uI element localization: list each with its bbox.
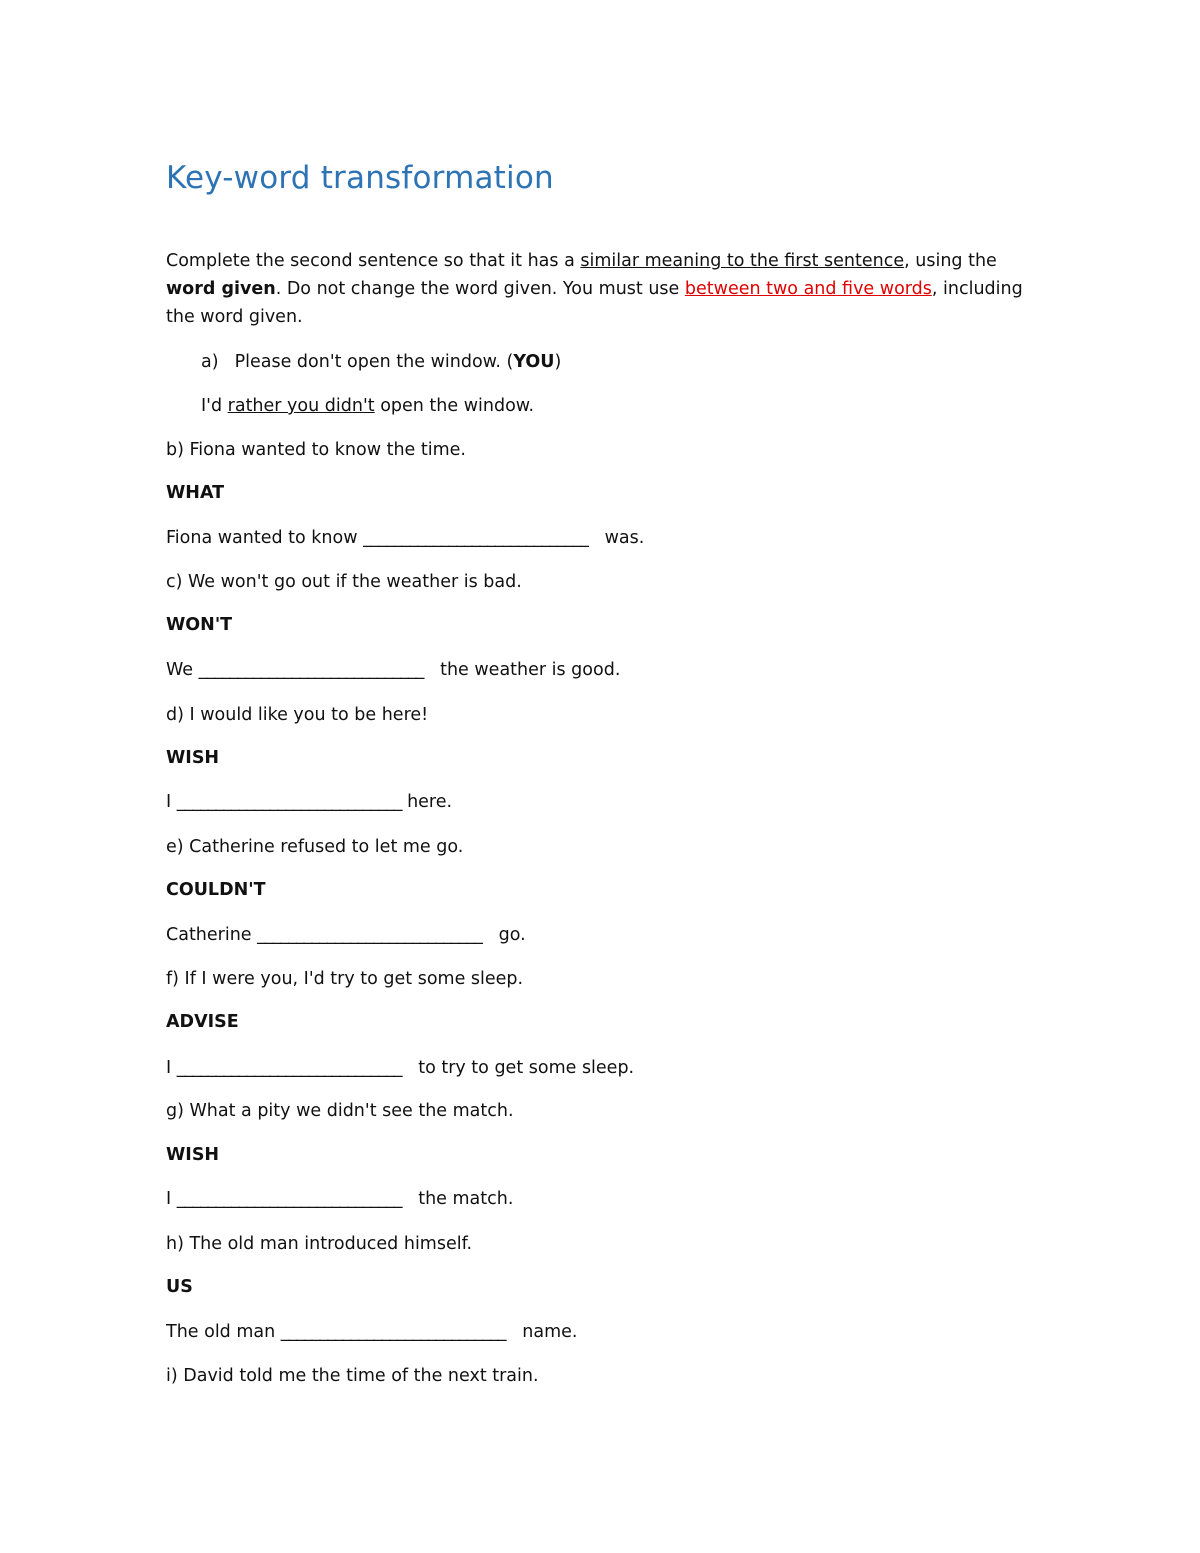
instructions-text: , including xyxy=(931,279,1023,299)
example-keyword: YOU xyxy=(513,352,555,372)
instructions-line-2 xyxy=(166,278,1023,300)
item-answer-line xyxy=(166,924,526,946)
instructions-text: , using the xyxy=(904,251,997,271)
example-marker: a) xyxy=(201,352,219,372)
answer-blank[interactable]: _____________________________ xyxy=(280,1322,506,1342)
item-end: go. xyxy=(498,925,526,945)
item-answer-line xyxy=(166,1188,513,1210)
item-prompt: e) Catherine refused to let me go. xyxy=(166,837,464,857)
example-sentence: Please don't open the window. ( xyxy=(234,352,514,372)
item-answer-line xyxy=(166,1057,634,1079)
instructions-line-3: the word given. xyxy=(166,307,303,327)
item-start: Fiona wanted to know xyxy=(166,528,358,548)
example-close: ) xyxy=(554,352,562,372)
item-prompt: c) We won't go out if the weather is bad. xyxy=(166,572,522,592)
item-start: I xyxy=(166,792,172,812)
item-end: was. xyxy=(604,528,645,548)
item-answer-line xyxy=(166,659,620,681)
example-answer-text: open the window. xyxy=(374,396,535,416)
instructions-text: . Do not change the word given. You must use xyxy=(275,279,685,299)
item-start: I xyxy=(166,1058,172,1078)
item-end: to try to get some sleep. xyxy=(418,1058,635,1078)
item-keyword: ADVISE xyxy=(166,1012,239,1032)
item-start: Catherine xyxy=(166,925,252,945)
item-end: here. xyxy=(407,792,453,812)
item-answer-line xyxy=(166,1321,577,1343)
answer-blank[interactable]: _____________________________ xyxy=(363,528,588,548)
example-prompt xyxy=(201,351,561,373)
answer-blank[interactable]: _____________________________ xyxy=(257,925,482,945)
item-prompt: i) David told me the time of the next train. xyxy=(166,1366,539,1386)
item-prompt: f) If I were you, I'd try to get some sleep. xyxy=(166,969,524,989)
item-end: the match. xyxy=(418,1189,514,1209)
example-answer-underlined: rather you didn't xyxy=(227,396,375,416)
answer-blank[interactable]: _____________________________ xyxy=(198,660,424,680)
item-end: the weather is good. xyxy=(440,660,621,680)
item-start: We xyxy=(166,660,194,680)
instructions-line-1 xyxy=(166,250,997,272)
example-answer-text: I'd xyxy=(201,396,228,416)
item-prompt: g) What a pity we didn't see the match. xyxy=(166,1101,514,1121)
answer-blank[interactable]: _____________________________ xyxy=(176,1058,402,1078)
item-start: The old man xyxy=(166,1322,276,1342)
item-answer-line xyxy=(166,791,452,813)
item-keyword: US xyxy=(166,1277,193,1297)
item-prompt: d) I would like you to be here! xyxy=(166,705,429,725)
item-keyword: WHAT xyxy=(166,483,225,503)
answer-blank[interactable]: _____________________________ xyxy=(176,1189,402,1209)
instructions-highlight: between two and five words xyxy=(684,279,932,299)
item-keyword: WISH xyxy=(166,1145,220,1165)
answer-blank[interactable]: _____________________________ xyxy=(176,792,402,812)
instructions-bold: word given xyxy=(166,279,276,299)
example-answer xyxy=(201,395,534,417)
item-keyword: COULDN'T xyxy=(166,880,266,900)
page-title: Key-word transformation xyxy=(166,160,554,196)
item-end: name. xyxy=(522,1322,578,1342)
instructions-text: Complete the second sentence so that it has a xyxy=(166,251,581,271)
item-prompt: h) The old man introduced himself. xyxy=(166,1234,473,1254)
instructions-emphasis: similar meaning to the first sentence xyxy=(580,251,905,271)
item-keyword: WON'T xyxy=(166,615,233,635)
item-keyword: WISH xyxy=(166,748,220,768)
item-start: I xyxy=(166,1189,172,1209)
item-prompt: b) Fiona wanted to know the time. xyxy=(166,440,466,460)
item-answer-line xyxy=(166,527,644,549)
